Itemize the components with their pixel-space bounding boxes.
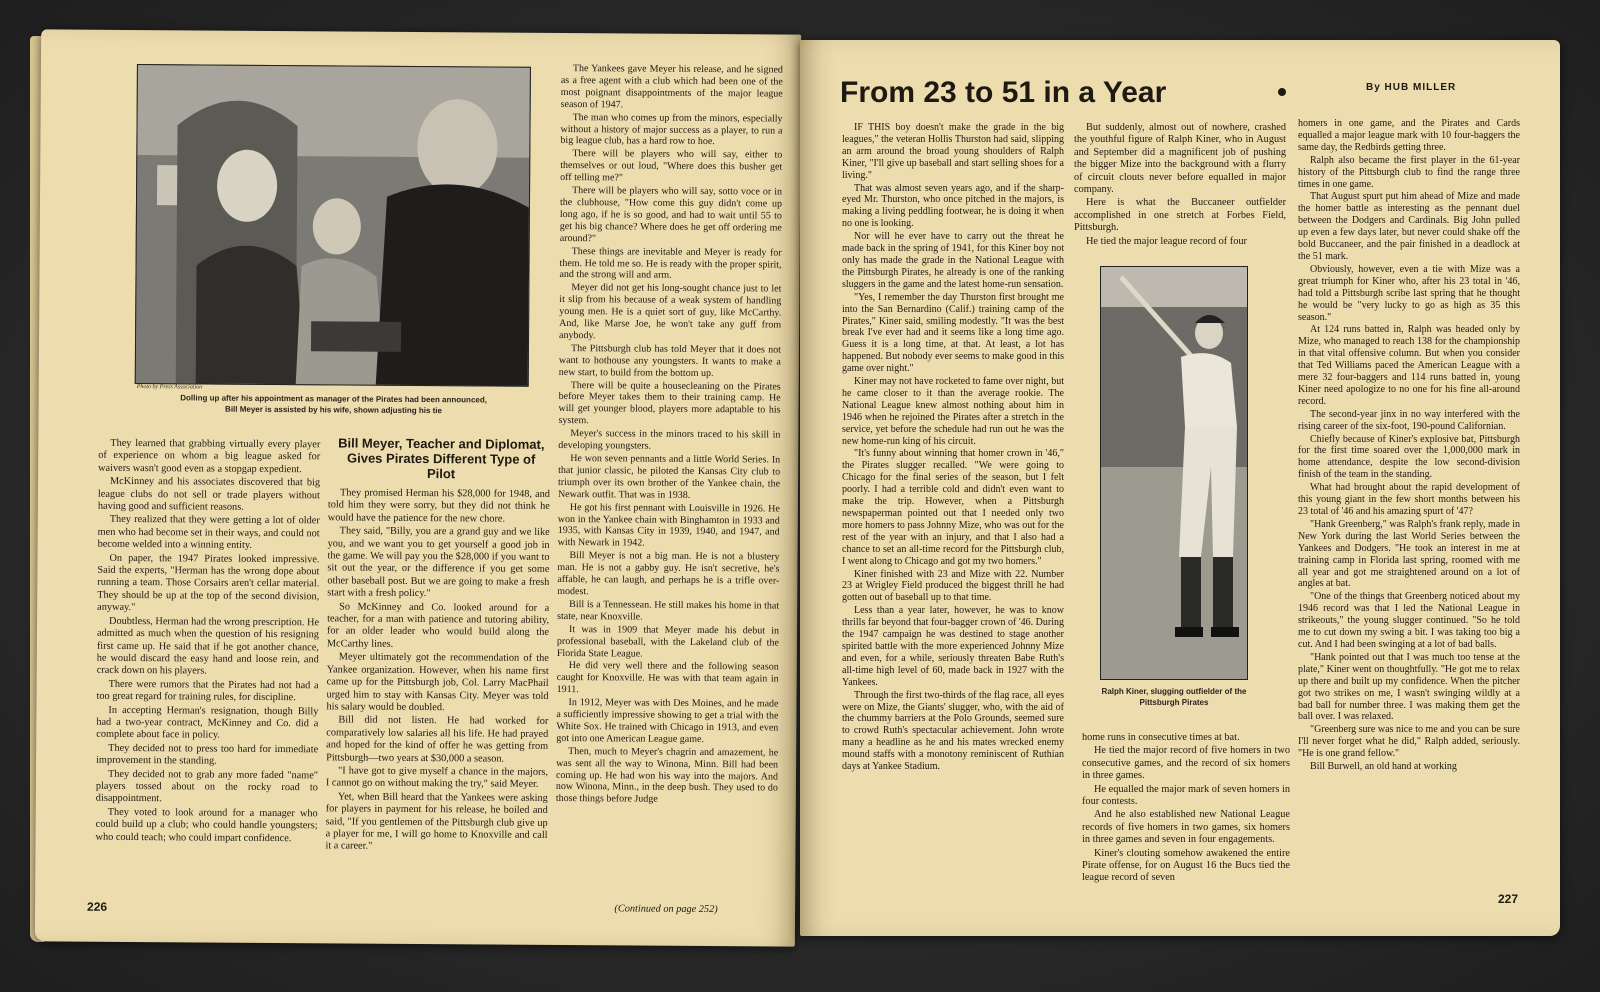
paragraph: "It's funny about winning that homer crown in '46," the Pirates slugger recalled. "We were going to Chicago for the final series of the season, but I felt poorly. I had a terrible cold and didn't even want to make the trip. However, when a Pittsburgh newspaperman pointed out that I needed only two more homers to pass Johnny Mize, who was out for the rest of the year with an injury, and that I also had a chance to set an all-time record for the Pittsburgh club, I went along to Chicago and got my two homers." bbox=[842, 448, 1064, 567]
right-column-1 bbox=[842, 122, 1064, 912]
paragraph: Here is what the Buccaneer outfielder accomplished in one stretch at Forbes Field, Pittsburgh. bbox=[1074, 197, 1286, 234]
byline: By HUB MILLER bbox=[1366, 82, 1457, 93]
paragraph: There were rumors that the Pirates had not had a too great regard for training rules, for discipline. bbox=[96, 678, 319, 704]
paragraph: "Greenberg sure was nice to me and you can be sure I'll never forget what he did," Ralph added, seriously. "He is one grand fellow." bbox=[1298, 724, 1520, 760]
kiner-photo-caption: Ralph Kiner, slugging outfielder of the Pittsburgh Pirates bbox=[1101, 687, 1247, 707]
paragraph: They decided not to press too hard for immediate improvement in the standing. bbox=[96, 742, 319, 767]
meyer-photo-caption: Dolling up after his appointment as manager of the Pirates had been announced, Bill Meyer is assisted by his wife, shown adjusting his tie bbox=[180, 393, 488, 416]
paragraph: Bill did not listen. He had worked for comparatively low salaries all his life. He had prayed and hoped for the kind of offer he was getting from Pittsburgh—two years at $30,000 a season. bbox=[326, 714, 549, 765]
paragraph: In accepting Herman's resignation, though Billy had a two-year contract, McKinney and Co. did a complete about face in policy. bbox=[96, 704, 319, 741]
paragraph: So McKinney and Co. looked around for a teacher, for a man with patience and tutoring ability, for an older leader who would build along the McCarthy lines. bbox=[326, 601, 550, 650]
paragraph: They promised Herman his $28,000 for 1948, and told him they were sorry, but they did not think he would have the patience for the new chore. bbox=[327, 487, 550, 525]
paragraph: Less than a year later, however, he was to know thrills far beyond that four-bagger crown of '46. During the 1947 campaign he was destined to stage another spirited battle with the more experienced Johnny Mize and even, for a while, seriously threaten Babe Ruth's all-time high level of 60, made back in 1927 with the Yankees. bbox=[842, 605, 1064, 688]
paragraph: Through the first two-thirds of the flag race, all eyes were on Mize, the Giants' slugger, who, with the aid of the chummy barriers at the Polo Grounds, seemed sure to crowd Ruth's spectacular achievement. John wrote many a headline as he and his mates wrecked enemy mound staffs with a monotony reminiscent of Ruthian days at Yankee Stadium. bbox=[842, 689, 1064, 773]
paragraph: They learned that grabbing virtually every player of experience on whom a big league asked for waivers wasn't good even as a stopgap expedient. bbox=[98, 437, 321, 476]
paragraph: Yet, when Bill heard that the Yankees were asking for players in payment for his release, he boiled and said, "If you gentlemen of the Pittsburgh club give up a player for me, I will go home to Knoxville and call it a career." bbox=[325, 791, 548, 853]
paragraph: On paper, the 1947 Pirates looked impressive. Said the experts, "Herman has the wrong dope about running a team. Those Corsairs aren't cellar material. They should be up at the top of the second division, anyway." bbox=[97, 552, 320, 614]
paragraph: The Yankees gave Meyer his release, and he signed as a free agent with a club which had been one of the most poignant disappointments of the major league season of 1947. bbox=[560, 63, 783, 111]
paragraph: They voted to look around for a manager who could build up a club; who could handle youngsters; who could teach; who could impart confidence. bbox=[95, 806, 318, 844]
kiner-photo-illustration bbox=[1101, 267, 1247, 679]
bullet-ornament bbox=[1278, 88, 1286, 96]
paragraph: He did very well there and the following season caught for Knoxville. He was with that team again in 1911. bbox=[556, 660, 779, 696]
paragraph: At 124 runs batted in, Ralph was headed only by Mize, who managed to reach 138 for the championship in that vital offensive column. But when you consider that Ted Williams paced the American League with a mere 32 four-baggers and 114 runs batted in, young Kiner need apologize to no one for his fine all-around record. bbox=[1298, 324, 1520, 407]
paragraph: Then, much to Meyer's chagrin and amazement, he was sent all the way to Winona, Minn. Bill had been coming up. He had won his way into the majors. And now Winona, Minn., in the deep bush. They used to do those things before Judge bbox=[555, 745, 779, 806]
paragraph: Bill Meyer is not a big man. He is not a blustery man. He is not a gabby guy. He isn't secretive, he's affable, he can laugh, and perhaps he is a trifle over-modest. bbox=[557, 550, 780, 598]
paragraph: And he also established new National League records of five homers in two games, six homers in three games and seven in four engagements. bbox=[1082, 809, 1290, 846]
paragraph: "I have got to give myself a chance in the majors, I cannot go on without making the try," said Meyer. bbox=[325, 765, 549, 791]
paragraph: He got his first pennant with Louisville in 1926. He won in the Yankee chain with Binghamton in 1933 and 1935, with Kansas City in 1939, 1940, and 1947, and with Newark in 1942. bbox=[557, 501, 780, 549]
paragraph: Chiefly because of Kiner's explosive bat, Pittsburgh for the first time soared over the 1,000,000 mark in home attendance, despite the low second-division finish of the team in the standing. bbox=[1298, 433, 1520, 481]
paragraph: homers in one game, and the Pirates and Cards equalled a major league mark with 10 four-baggers the same day, the Redbirds getting three. bbox=[1298, 118, 1520, 153]
paragraph: "Hank pointed out that I was much too tense at the plate," Kiner went on thoughtfully. "He got me to relax up there and built up my confidence. When the pitcher got two strikes on me, I wasn't swinging wildly at a bad ball for number three. I was making them get the ball over. I was relaxed. bbox=[1298, 651, 1520, 723]
paragraph: home runs in consecutive times at bat. bbox=[1082, 732, 1240, 743]
left-column-2 bbox=[325, 487, 550, 901]
paragraph: He equalled the major mark of seven homers in four contests. bbox=[1082, 783, 1290, 808]
paragraph: Ralph also became the first player in the 61-year history of the Pittsburgh club to find the range three times in one game. bbox=[1298, 154, 1520, 190]
paragraph: He tied the major league record of four bbox=[1086, 235, 1247, 247]
paragraph: "Yes, I remember the day Thurston first brought me into the San Bernardino (Calif.) training camp of the Pirates," Kiner said, smiling modestly. "It was the best break I've ever had and it seems like a long time ago. Guess it is a long time, at that. At least, a lot has happened. But nobody ever seems to make good in this game over night." bbox=[842, 291, 1064, 375]
paragraph: The second-year jinx in no way interfered with the rising career of the six-foot, 190-pound Californian. bbox=[1298, 408, 1520, 432]
paragraph: These things are inevitable and Meyer is ready for them. He told me so. He is ready with the proper spirit, and the strong will and arm. bbox=[559, 245, 782, 282]
paragraph: That was almost seven years ago, and if the sharp-eyed Mr. Thurston, who once pitched in the majors, is making a living peddling footwear, he is doing it when no one is looking. bbox=[842, 182, 1064, 230]
meyer-photo bbox=[135, 64, 531, 387]
right-column-3 bbox=[1298, 118, 1520, 918]
meyer-photo-illustration bbox=[136, 65, 530, 386]
right-page bbox=[800, 40, 1560, 936]
paragraph: Bill is a Tennessean. He still makes his home in that state, near Knoxville. bbox=[557, 598, 780, 623]
paragraph: The man who comes up from the minors, especially without a history of major success as a player, to run a big league club, has a hard row to hoe. bbox=[560, 111, 783, 148]
paragraph: They realized that they were getting a lot of older men who had become set in their ways, and could not become welded into a winning entity. bbox=[97, 514, 320, 552]
kiner-headline: From 23 to 51 in a Year bbox=[840, 76, 1167, 109]
photo-credit: Photo by Press Association bbox=[136, 384, 203, 391]
paragraph: Kiner's clouting somehow awakened the entire Pirate offense, for on August 16 the Bucs tied the league record of seven bbox=[1082, 847, 1290, 884]
meyer-headline: Bill Meyer, Teacher and Diplomat, Gives Pirates Different Type of Pilot bbox=[338, 435, 545, 482]
paragraph: IF THIS boy doesn't make the grade in the big leagues," the veteran Hollis Thurston had said, slipping an arm around the broad young shoulders of Ralph Kiner, "I'll give up baseball and start selling shoes for a living." bbox=[842, 122, 1064, 181]
paragraph: Kiner may not have rocketed to fame over night, but he came closer to it than the average rookie. The National League knew almost nothing about him in 1946 when he rejoined the Pirates after a stretch in the service, yet before the schedule had run out he was the new home-run king of his circuit. bbox=[842, 376, 1064, 447]
paragraph: There will be quite a housecleaning on the Pirates before Meyer takes them to their training camp. He will get younger blood, players more adaptable to his system. bbox=[558, 379, 781, 427]
right-column-2-top bbox=[1074, 122, 1286, 262]
left-column-3 bbox=[555, 63, 783, 905]
paragraph: What had brought about the rapid development of this young giant in the few short months between his 23 total of '46 and his amazing spurt of '47? bbox=[1298, 482, 1520, 517]
paragraph: Nor will he ever have to carry out the threat he made back in the spring of 1941, for this Kiner boy not only has made the grade in the National League with the Pittsburgh Pirates, he already is one of the ranking sluggers in the game and the latest home-run sensation. bbox=[842, 231, 1064, 290]
paragraph: That August spurt put him ahead of Mize and made the homer battle as interesting as the pennant duel between the Dodgers and Cardinals. Big John pulled up even a few days later, but never could shake off the bold Buccaneer, and the pair finished in a deadlock at the 51 mark. bbox=[1298, 191, 1520, 262]
paragraph: Meyer did not get his long-sought chance just to let it slip from his because of a weak system of handling young men. He is a quiet sort of guy, like McCarthy. And, like Marse Joe, he won't take any guff from anybody. bbox=[559, 282, 782, 342]
paragraph: Bill Burwell, an old hand at working bbox=[1310, 761, 1457, 773]
paragraph: He won seven pennants and a little World Series. In that junior classic, he piloted the Kansas City club to triumph over its own brother of the Yankee chain, the Newark outfit. That was in 1938. bbox=[557, 453, 781, 501]
left-page bbox=[35, 29, 801, 946]
paragraph: He tied the major record of five homers in two consecutive games, and the record of six homers in three games. bbox=[1082, 745, 1290, 782]
paragraph: There will be players who will say, either to themselves or out loud, "Where does this busher get off telling me?" bbox=[560, 148, 783, 184]
paragraph: Meyer's success in the minors traced to his skill in developing youngsters. bbox=[558, 428, 781, 452]
paragraph: "One of the things that Greenberg noticed about my 1946 record was that I led the National League in strikeouts," the young slugger continued. "So he told me to cut down my swing a bit. I was taking too big a cut. And I had been swinging at a lot of bad balls. bbox=[1298, 591, 1520, 650]
paragraph: They said, "Billy, you are a grand guy and we like you, and we want you to get yourself a good job in the game. We will pay you the $28,000 if you want to sit out the year, or the difference if you get some other baseball post. But we are going to make a fresh start with a fresh policy." bbox=[327, 525, 550, 600]
page-number-right: 227 bbox=[1498, 892, 1519, 906]
paragraph: Obviously, however, even a tie with Mize was a great triumph for Kiner who, after his 23 total in '46, had told a Pittsburgh scribe last spring that he thought he would be "very lucky to go as high as 35 this season." bbox=[1298, 263, 1520, 323]
paragraph: McKinney and his associates discovered that big league clubs do not sell or trade players without having good and sufficient reasons. bbox=[97, 476, 321, 513]
page-number-left: 226 bbox=[87, 899, 108, 914]
right-column-2-bottom bbox=[1082, 732, 1290, 912]
paragraph: They decided not to grab any more faded "name" players tossed about on the rocky road to disappointment. bbox=[95, 768, 319, 805]
paragraph: Meyer ultimately got the recommendation of the Yankee organization. However, when his name first came up for the Pittsburgh job, Col. Larry MacPhail urged him to stay with Kansas City. Meyer was told his salary would be doubled. bbox=[326, 651, 549, 714]
paragraph: "Hank Greenberg," was Ralph's frank reply, made in New York during the last World Series between the Yankees and Dodgers. "He took an interest in me at training camp in Florida last spring, roomed with me all year and got me straightened around on a lot of angles at bat. bbox=[1298, 518, 1520, 590]
paragraph: In 1912, Meyer was with Des Moines, and he made a sufficiently impressive showing to get a trial with the White Sox. He trained with Chicago in 1913, and even got into one American League game. bbox=[556, 697, 779, 745]
paragraph: Kiner finished with 23 and Mize with 22. Number 23 at Wrigley Field produced the biggest thrill he had gotten out of baseball up to that time. bbox=[842, 568, 1064, 604]
paragraph: Doubtless, Herman had the wrong prescription. He admitted as much when the question of his resigning first came up. He said that if he got another chance, he would discard the easy hand and loose rein, and crack down on his players. bbox=[96, 615, 320, 677]
kiner-photo bbox=[1100, 266, 1248, 680]
continued-note: (Continued on page 252) bbox=[614, 903, 718, 916]
left-column-1 bbox=[95, 438, 320, 896]
paragraph: But suddenly, almost out of nowhere, crashed the youthful figure of Ralph Kiner, who in August and September did a magnificent job of pushing the bigger Mize into the background with a flurry of circuit clouts never before equalled in major company. bbox=[1074, 122, 1286, 196]
paragraph: The Pittsburgh club has told Meyer that it does not want to hothouse any youngsters. It wants to make a new start, to build from the bottom up. bbox=[558, 342, 782, 379]
paragraph: It was in 1909 that Meyer made his debut in professional baseball, with the Lakeland club of the Florida State League. bbox=[556, 623, 780, 660]
paragraph: There will be players who will say, sotto voce or in the clubhouse, "How come this guy didn't come up long ago, if he is so good, and had to wait until 55 to get his big chance? Where does he get off ordering me around?" bbox=[559, 185, 783, 244]
